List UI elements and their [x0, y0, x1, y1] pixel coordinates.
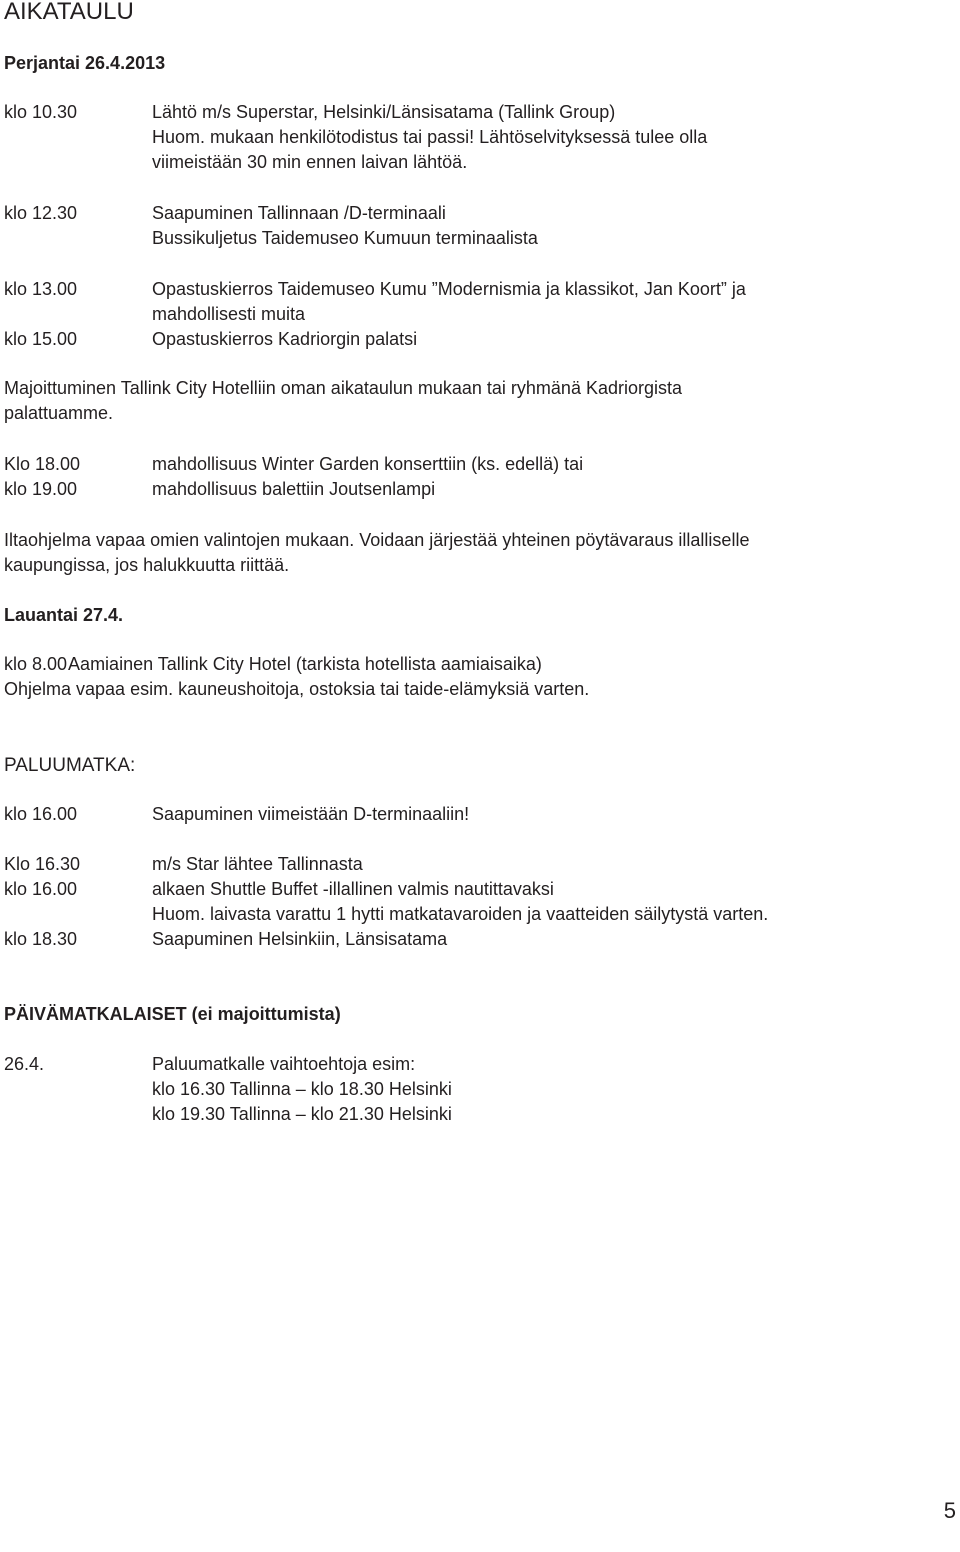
entry-time: klo 10.30 [4, 102, 78, 122]
entry-time: klo 18.30 [4, 929, 78, 949]
entry-text: Saapuminen viimeistään D-terminaaliin! [152, 804, 470, 824]
entry-date: 26.4. [4, 1054, 45, 1074]
entry-time: klo 15.00 [4, 329, 78, 349]
entry-text: klo 16.30 Tallinna – klo 18.30 Helsinki [152, 1079, 452, 1099]
entry-text: Bussikuljetus Taidemuseo Kumuun terminaalista [152, 228, 538, 248]
entry-text: Lähtö m/s Superstar, Helsinki/Länsisatama (Tallink Group) [152, 102, 616, 122]
entry-text: Huom. laivasta varattu 1 hytti matkatavaroiden ja vaatteiden säilytystä varten. [152, 904, 769, 924]
entry-text: Saapuminen Helsinkiin, Länsisatama [152, 929, 448, 949]
entry-time: klo 19.00 [4, 479, 78, 499]
breakfast-entry [4, 652, 954, 677]
entry-text: Opastuskierros Kadriorgin palatsi [152, 329, 418, 349]
entry-text: Saapuminen Tallinnaan /D-terminaali [152, 203, 446, 223]
entry-time: Klo 18.00 [4, 454, 81, 474]
entry-time: klo 12.30 [4, 203, 78, 223]
page-title: AIKATAULU [4, 0, 134, 25]
entry-text: viimeistään 30 min ennen laivan lähtöä. [152, 152, 468, 172]
entry-text: Opastuskierros Taidemuseo Kumu ”Modernismia ja klassikot, Jan Koort” ja [152, 279, 746, 299]
entry-text: m/s Star lähtee Tallinnasta [152, 854, 363, 874]
entry-time: klo 16.00 [4, 879, 78, 899]
entry-text: klo 19.30 Tallinna – klo 21.30 Helsinki [152, 1104, 452, 1124]
entry-time: Klo 16.30 [4, 854, 81, 874]
evening-note: Iltaohjelma vapaa omien valintojen mukaan. Voidaan järjestää yhteinen pöytävaraus illalliselle kaupungissa, jos halukkuutta riittää. [4, 530, 750, 575]
entry-time: klo 8.00 [4, 654, 68, 674]
entry-text: mahdollisuus Winter Garden konserttiin (ks. edellä) tai [152, 454, 584, 474]
entry-time: klo 13.00 [4, 279, 78, 299]
entry-text: mahdollisuus balettiin Joutsenlampi [152, 479, 436, 499]
page-number: 5 [943, 1498, 956, 1523]
entry-time: klo 16.00 [4, 804, 78, 824]
daytrippers-heading: PÄIVÄMATKALAISET (ei majoittumista) [4, 1004, 341, 1024]
day2-heading: Lauantai 27.4. [4, 605, 124, 625]
accommodation-note: Majoittuminen Tallink City Hotelliin oman aikataulun mukaan tai ryhmänä Kadriorgista palattuamme. [4, 378, 682, 423]
free-program-note: Ohjelma vapaa esim. kauneushoitoja, ostoksia tai taide-elämyksiä varten. [4, 679, 590, 699]
entry-text: Paluumatkalle vaihtoehtoja esim: [152, 1054, 416, 1074]
entry-text: mahdollisesti muita [152, 304, 306, 324]
day1-heading: Perjantai 26.4.2013 [4, 53, 166, 73]
entry-text: alkaen Shuttle Buffet -illallinen valmis nautittavaksi [152, 879, 554, 899]
return-heading: PALUUMATKA: [4, 755, 136, 776]
entry-text: Huom. mukaan henkilötodistus tai passi! Lähtöselvityksessä tulee olla [152, 127, 708, 147]
entry-text: Aamiainen Tallink City Hotel (tarkista hotellista aamiaisaika) [68, 654, 542, 674]
